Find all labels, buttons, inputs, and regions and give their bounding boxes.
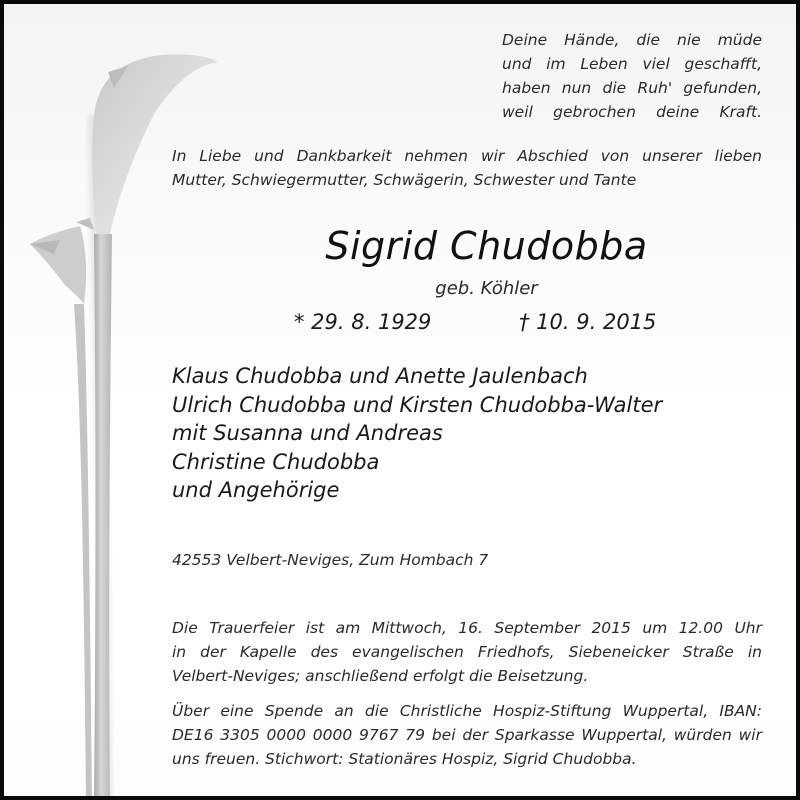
intro-text [172,144,762,192]
poem-line: haben nun die Ruh' gefunden, [502,79,762,97]
intro-line: In Liebe und Dankbarkeit nehmen wir Abschied von unserer lieben [172,147,762,165]
funeral-info [172,616,762,688]
mourner: Klaus Chudobba und Anette Jaulenbach [172,364,588,388]
address: 42553 Velbert-Neviges, Zum Hombach 7 [172,551,489,569]
birth-date: * 29. 8. 1929 [294,310,432,334]
death-date: † 10. 9. 2015 [519,310,657,334]
mourner: und Angehörige [172,478,340,502]
mourner: Ulrich Chudobba und Kirsten Chudobba-Walter [172,392,663,417]
deceased-name: Sigrid Chudobba [325,224,648,268]
donation-info [172,699,762,771]
birth-name: geb. Köhler [435,278,538,299]
mourner: Christine Chudobba [172,449,380,474]
funeral-line: Velbert-Neviges; anschließend erfolgt die Beisetzung. [172,667,589,685]
mourner: mit Susanna und Andreas [172,421,443,445]
poem [502,28,762,124]
poem-line: weil gebrochen deine Kraft. [502,103,762,121]
donation-line: DE16 3305 0000 0000 9767 79 bei der Sparkasse Wuppertal, würden wir [172,726,762,744]
mourners-list [172,362,662,505]
donation-line: uns freuen. Stichwort: Stationäres Hospiz, Sigrid Chudobba. [172,750,637,768]
funeral-line: in der Kapelle des evangelischen Friedhofs, Siebeneicker Straße in [172,643,762,661]
donation-line: Über eine Spende an die Christliche Hospiz-Stiftung Wuppertal, IBAN: [172,702,762,720]
intro-line: Mutter, Schwiegermutter, Schwägerin, Schwester und Tante [172,171,637,189]
poem-line: und im Leben viel geschafft, [502,55,762,73]
poem-line: Deine Hände, die nie müde [502,31,762,49]
funeral-line: Die Trauerfeier ist am Mittwoch, 16. September 2015 um 12.00 Uhr [172,619,762,637]
